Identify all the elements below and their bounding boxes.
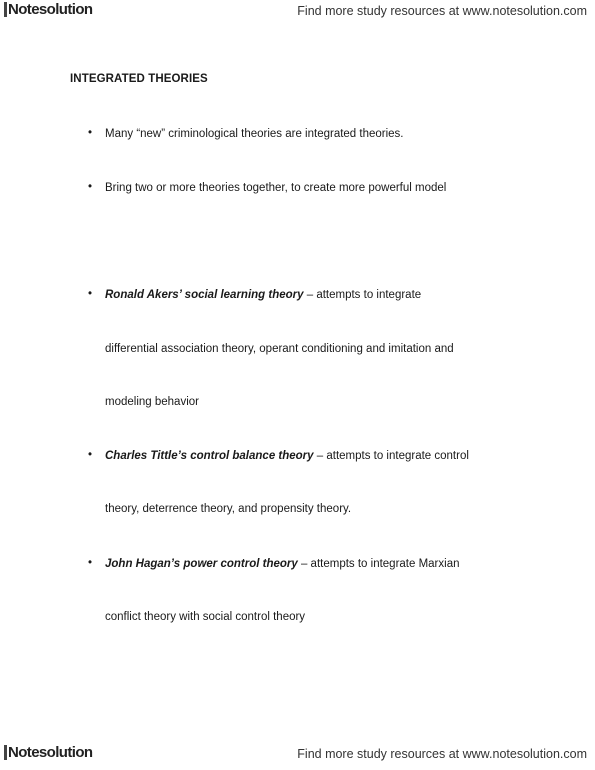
logo-mark-icon	[4, 745, 7, 760]
item-5-line-1	[105, 558, 459, 570]
item-3-line-3: modeling behavior	[105, 396, 199, 408]
item-4-theory-name: Charles Tittle’s control balance theory	[105, 450, 314, 462]
item-5-theory-name: John Hagan’s power control theory	[105, 558, 298, 570]
item-1-line-1: Many “new” criminological theories are integrated theories.	[105, 128, 404, 140]
logo-text: Notesolution	[8, 744, 93, 761]
item-4-line-1-text: – attempts to integrate control	[313, 450, 469, 462]
footer-banner	[0, 743, 595, 765]
document-heading: INTEGRATED THEORIES	[70, 73, 208, 85]
item-3-line-1	[105, 289, 421, 301]
item-3-line-1-text: – attempts to integrate	[303, 289, 422, 301]
item-3-line-2: differential association theory, operant conditioning and imitation and	[105, 343, 454, 355]
notesolution-logo[interactable]	[4, 744, 92, 761]
bullet-icon: •	[88, 181, 93, 193]
item-5-line-2: conflict theory with social control theory	[105, 611, 306, 623]
logo-text: Notesolution	[8, 1, 93, 18]
item-3-theory-name: Ronald Akers’ social learning theory	[105, 289, 304, 301]
bullet-icon: •	[88, 557, 93, 569]
bullet-icon: •	[88, 127, 93, 139]
header-tagline[interactable]: Find more study resources at www.notesolution.com	[297, 4, 587, 18]
item-2-line-1: Bring two or more theories together, to create more powerful model	[105, 182, 447, 194]
item-4-line-2: theory, deterrence theory, and propensity theory.	[105, 503, 352, 515]
item-4-line-1	[105, 450, 469, 462]
item-5-line-1-text: – attempts to integrate Marxian	[297, 558, 460, 570]
bullet-icon: •	[88, 288, 93, 300]
bullet-icon: •	[88, 449, 93, 461]
footer-tagline[interactable]: Find more study resources at www.notesolution.com	[297, 747, 587, 761]
